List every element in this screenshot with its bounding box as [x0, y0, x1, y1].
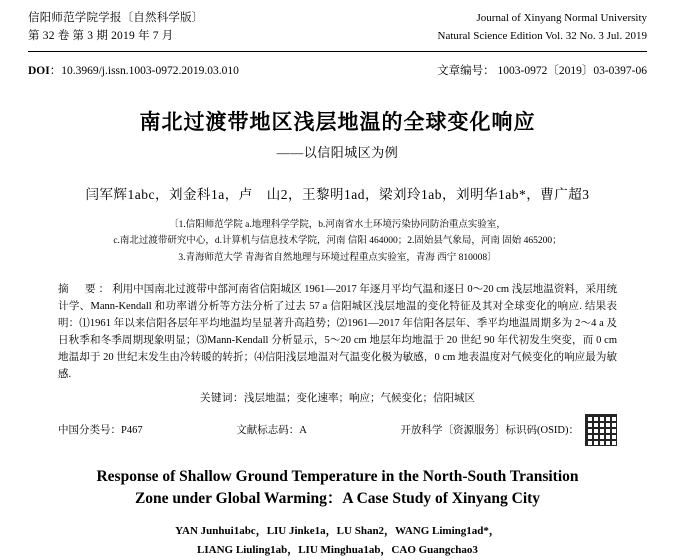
- author-list-en: [0, 522, 675, 559]
- abstract: [58, 281, 617, 383]
- affiliation-line: c.南北过渡带研究中心，d.计算机与信息技术学院，河南 信阳 464000；2.固始县气象局，河南 固始 465200；: [113, 236, 562, 247]
- doi-value: ：10.3969/j.issn.1003-0972.2019.03.010: [49, 64, 239, 77]
- journal-title-en: Journal of Xinyang Normal University: [476, 12, 647, 24]
- page-title-en-line1: Response of Shallow Ground Temperature in the North-South Transition: [96, 467, 579, 485]
- abstract-text: 利用中国南北过渡带中部河南省信阳城区 1961—2017 年逐月平均气温和逐日 0～20 cm 浅层地温资料，采用统计学、Mann-Kendall 和功率谱分析等方法分析了过去 57 a 信阳城区浅层地温的变化特征及其对全球变化的响应. 结果表明：⑴1961 年以来信阳各层年平均地温均呈显著升高趋势；⑵1961—2017 年信阳各层年、季平均地温周期多为 2～4 a 及日秋季和冬季周期现象明显；⑶Mann-Kendall 分析显示，5～20 cm 地层年均地温于 20 世纪 90 年代初发生突变，而 0 cm 地温却于 20 世纪末发生由冷转暖的转折；⑷信阳浅层地温对气温变化极为敏感，0 cm 地表温度对气候变化的响应最为敏感.: [58, 283, 617, 380]
- doi-row: [0, 52, 675, 78]
- doi-label: DOI: [28, 64, 50, 77]
- affiliation-line: 3.青海师范大学 青海省自然地理与环境过程重点实验室，青海 西宁 810008〕: [178, 252, 497, 263]
- page-header: [0, 0, 675, 46]
- page-title: 南北过渡带地区浅层地温的全球变化响应: [139, 109, 536, 134]
- doi: [28, 62, 239, 78]
- journal-masthead-cn: [28, 10, 204, 46]
- author-list-en-line1: YAN Junhui1abc，LIU Jinke1a，LU Shan2，WANG Liming1ad*，: [175, 525, 500, 538]
- page-subtitle: ——以信阳城区为例: [276, 144, 399, 160]
- osid-label: 开放科学〔资源服务〕标识码(OSID)：: [400, 425, 579, 436]
- keywords-text: 浅层地温；变化速率；响应；气候变化；信阳城区: [244, 392, 475, 404]
- author-list-cn: 闫军辉1abc，刘金科1a，卢 山2，王黎明1ad，梁刘玲1ab，刘明华1ab*，曹广超3: [85, 186, 590, 202]
- article-number: 文章编号： 1003-0972〔2019〕03-0397-06: [437, 64, 647, 77]
- page-title-en: [40, 466, 635, 511]
- journal-title-cn: 信阳师范学院学报〔自然科学版〕: [28, 12, 204, 24]
- author-list-en-line2: LIANG Liuling1ab，LIU Minghua1ab，CAO Guangchao3: [197, 544, 478, 557]
- abstract-label: 摘 要：: [58, 283, 113, 295]
- journal-volume-cn: 第 32 卷 第 3 期 2019 年 7 月: [28, 29, 174, 42]
- osid-block: [401, 414, 618, 446]
- keywords: [58, 390, 617, 405]
- journal-masthead-en: [438, 10, 648, 45]
- journal-volume-en: Natural Science Edition Vol. 32 No. 3 Jul. 2019: [437, 29, 647, 42]
- qr-code-icon: [585, 414, 617, 446]
- affiliation-line: 〔1.信阳师范学院 a.地理科学学院，b.河南省水土环境污染协同防治重点实验室，: [169, 219, 506, 230]
- affiliation-list: [0, 217, 675, 267]
- document-code: 文献标志码：A: [236, 425, 307, 436]
- title-block: [0, 106, 675, 161]
- keywords-label: 关键词：: [200, 392, 244, 404]
- clc-number: 中国分类号：P467: [58, 425, 143, 436]
- page-title-en-line2: Zone under Global Warming：A Case Study of Xinyang City: [134, 489, 541, 507]
- classification-row: [58, 414, 617, 446]
